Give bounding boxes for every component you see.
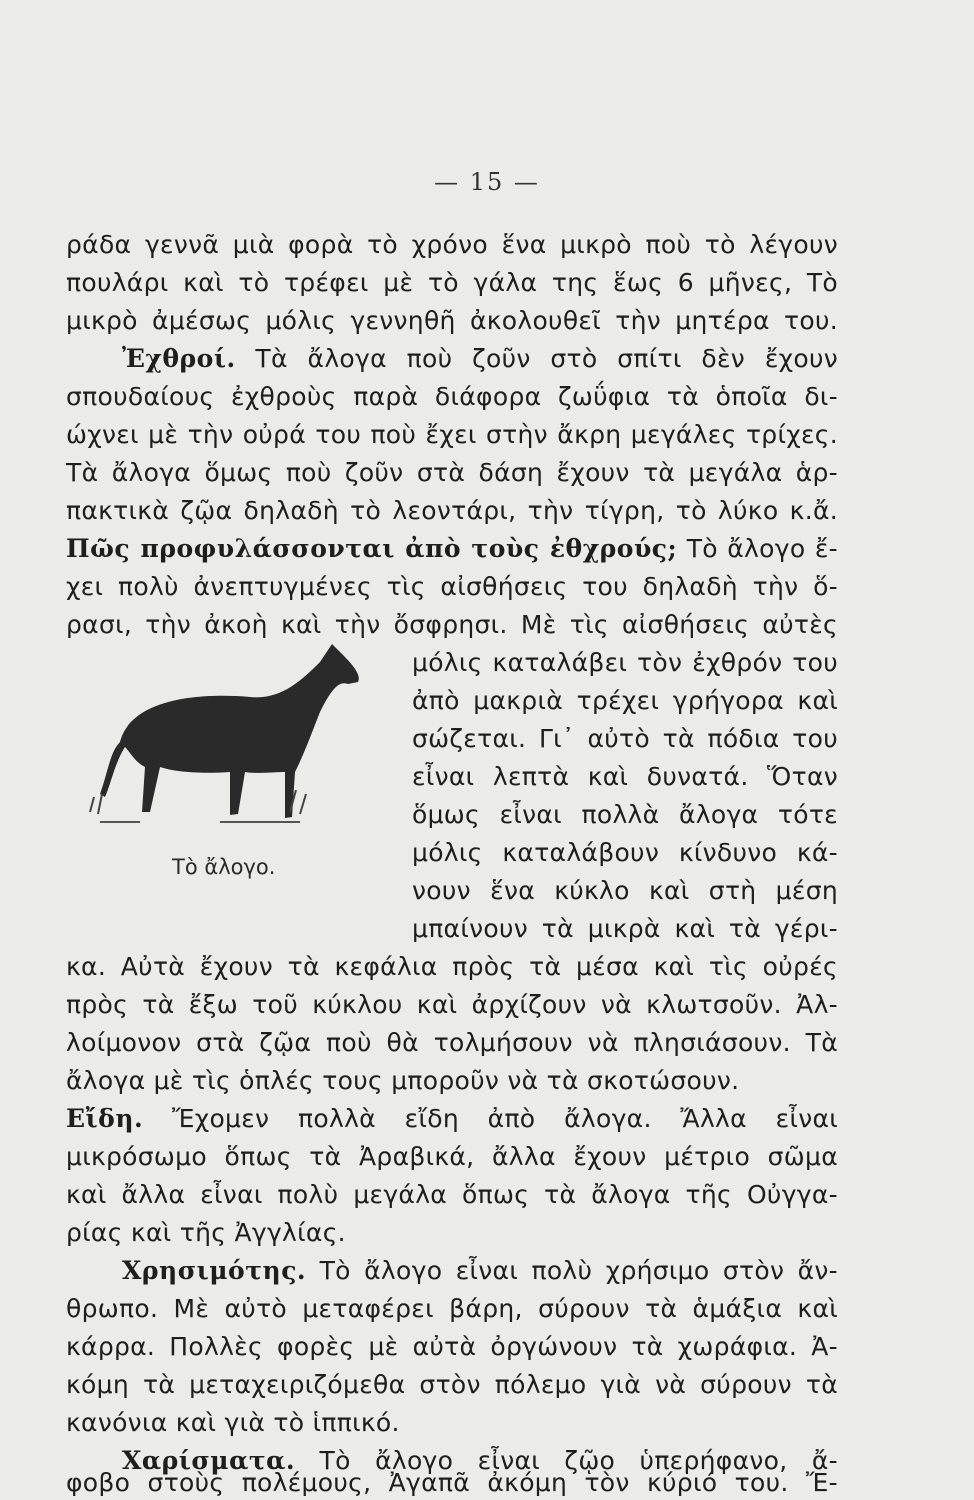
usefulness-first-text: Τὸ ἄλογο εἶναι πολὺ χρήσιμο στὸν ἄν-	[319, 1256, 838, 1285]
text-line: λοίμονον στὰ ζῷα ποὺ θὰ τολμήσουν νὰ πλησιάσουν. Τὰ	[66, 1028, 838, 1057]
text-line: ράδα γεννᾶ μιὰ φορὰ τὸ χρόνο ἕνα μικρὸ ποὺ τὸ λέγουν	[66, 230, 838, 259]
text-line: μικρὸ ἀμέσως μόλις γεννηθῆ ἀκολουθεῖ τὴν μητέρα του.	[66, 306, 838, 335]
usefulness-first-line	[66, 1254, 838, 1288]
text-line: πρὸς τὰ ἔξω τοῦ κύκλου καὶ ἀρχίζουν νὰ κλωτσοῦν. Ἀλ-	[66, 990, 838, 1019]
virtues-heading: Χαρίσματα.	[122, 1446, 296, 1475]
text-line: νουν ἕνα κύκλο καὶ στὴ μέση	[412, 876, 838, 905]
text-line: ὅμως εἶναι πολλὰ ἄλογα τότε	[412, 800, 838, 829]
figure-caption: Τὸ ἄλογο.	[172, 855, 276, 879]
text-line: κανόνια καὶ γιὰ τὸ ἱππικό.	[66, 1408, 400, 1437]
text-line: μπαίνουν τὰ μικρὰ καὶ τὰ γέρι-	[412, 914, 838, 943]
kinds-first-text: Ἔχομεν πολλὰ εἴδη ἀπὸ ἄλογα. Ἄλλα εἶναι	[171, 1104, 839, 1133]
text-line: ἄλογα μὲ τὶς ὁπλές τους μποροῦν νὰ τὰ σκοτώσουν.	[66, 1066, 740, 1095]
text-line: κάρρα. Πολλὲς φορὲς μὲ αὐτὰ ὀργώνουν τὰ χωράφια. Ἀ-	[66, 1332, 838, 1361]
text-line: σπουδαίους ἐχθροὺς παρὰ διάφορα ζωΰφια τὰ ὁποῖα δι-	[66, 382, 838, 411]
text-line: ρασι, τὴν ἀκοὴ καὶ τὴν ὄσφρησι. Μὲ τὶς αἰσθήσεις αὐτὲς	[66, 610, 838, 639]
protection-first-text: Τὸ ἄλογο ἔ-	[686, 534, 839, 563]
text-line: θρωπο. Μὲ αὐτὸ μεταφέρει βάρη, σύρουν τὰ ἁμάξια καὶ	[66, 1294, 838, 1323]
text-line: πουλάρι καὶ τὸ τρέφει μὲ τὸ γάλα της ἕως 6 μῆνες, Τὸ	[66, 268, 838, 297]
text-line: μικρόσωμο ὅπως τὰ Ἀραβικά, ἄλλα ἔχουν μέτριο σῶμα	[66, 1142, 838, 1171]
text-line: εἶναι λεπτὰ καὶ δυνατά. Ὅταν	[412, 762, 838, 791]
enemies-first-line	[66, 342, 838, 376]
text-line: σώζεται. Γι᾿ αὐτὸ τὰ πόδια του	[412, 724, 838, 753]
text-line: ώχνει μὲ τὴν οὐρά του ποὺ ἔχει στὴν ἄκρη μεγάλες τρίχες.	[66, 420, 838, 449]
text-line: μόλις καταλάβει τὸν ἐχθρόν του	[412, 648, 838, 677]
virtues-first-text: Τὸ ἄλογο εἶναι ζῷο ὑπερήφανο, ἄ-	[319, 1446, 838, 1475]
kinds-heading: Εἴδη.	[66, 1104, 144, 1133]
enemies-first-text: Τὰ ἄλογα ποὺ ζοῦν στὸ σπίτι δὲν ἔχουν	[255, 344, 838, 373]
text-line: κόμη τὰ μεταχειριζόμεθα στὸν πόλεμο γιὰ νὰ σύρουν τὰ	[66, 1370, 838, 1399]
text-line: καὶ ἄλλα εἶναι πολὺ μεγάλα ὅπως τὰ ἄλογα τῆς Οὐγγα-	[66, 1180, 838, 1209]
protection-first-line	[66, 532, 838, 566]
text-line: μόλις καταλάβουν κίνδυνο κά-	[412, 838, 838, 867]
kinds-first-line	[66, 1102, 838, 1136]
text-line: Τὰ ἄλογα ὅμως ποὺ ζοῦν στὰ δάση ἔχουν τὰ μεγάλα ἁρ-	[66, 458, 838, 487]
text-line: πακτικὰ ζῷα δηλαδὴ τὸ λεοντάρι, τὴν τίγρη, τὸ λύκο κ.ἄ.	[66, 496, 838, 525]
text-line: ἀπὸ μακριὰ τρέχει γρήγορα καὶ	[412, 686, 838, 715]
horse-figure	[80, 622, 380, 852]
text-line: ρίας καὶ τῆς Ἀγγλίας.	[66, 1218, 346, 1247]
protection-heading: Πῶς προφυλάσσονται ἀπὸ τοὺς ἐθχρούς;	[66, 534, 678, 563]
enemies-heading: Ἐχθροί.	[122, 344, 236, 373]
horse-icon	[80, 622, 380, 852]
usefulness-heading: Χρησιμότης.	[122, 1256, 307, 1285]
text-line: χει πολὺ ἀνεπτυγμένες τὶς αἰσθήσεις του δηλαδὴ τὴν ὅ-	[66, 572, 838, 601]
text-line: φοβο στοὺς πολέμους, Ἀγαπᾶ ἀκόμη τὸν κύριό του. Ἔ-	[66, 1468, 838, 1497]
text-line: κα. Αὐτὰ ἔχουν τὰ κεφάλια πρὸς τὰ μέσα καὶ τὶς οὐρές	[66, 952, 838, 981]
page-number: — 15 —	[434, 168, 540, 196]
